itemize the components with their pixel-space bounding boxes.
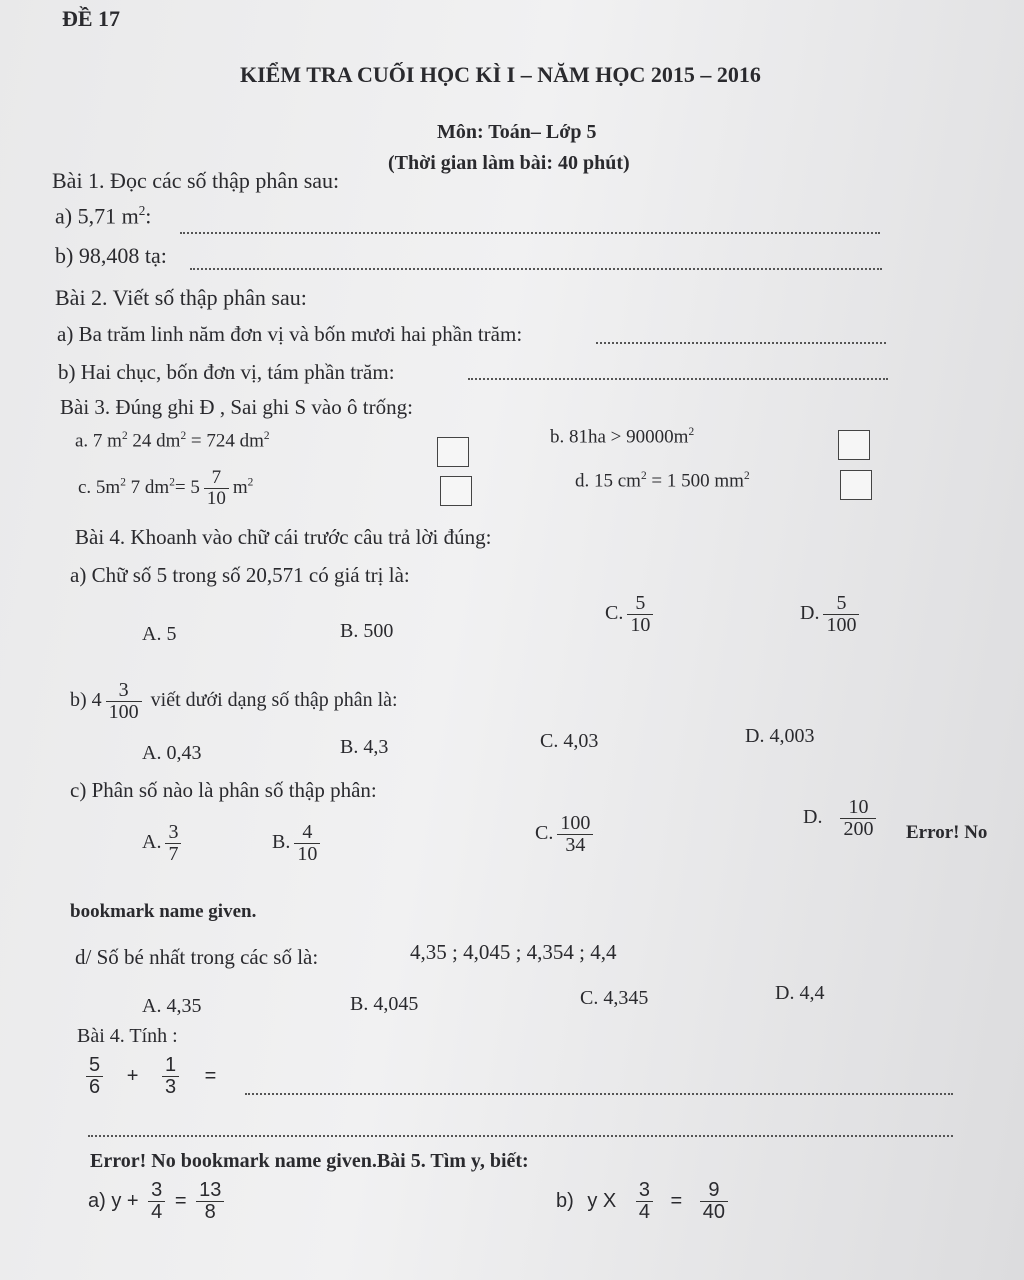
bai5-a: a) y + $\frac{3}{4}$ = $\frac{13}{8}$ [88,1180,228,1223]
answer-box-d[interactable] [840,470,872,500]
bai1-b: b) 98,408 tạ: [55,243,167,268]
bai1-a: a) 5,71 $m^2$: [55,203,152,229]
bai3-d: d. 15 $cm^2 = 1$ 500 $mm^2$ [575,470,750,492]
option-a[interactable]: A. 5 [142,623,177,645]
bai3-c: c. $5m^2$ 7 $dm^2= 5$ $\frac{7}{10}$ $m^2$ [78,467,254,509]
answer-line [88,1135,953,1137]
option-c[interactable]: C. 4,03 [540,730,599,752]
option-a[interactable]: A. 4,35 [142,995,202,1017]
option-d[interactable]: D. 4,4 [775,982,825,1004]
bai1-heading: Bài 1. Đọc các số thập phân sau: [52,168,340,193]
answer-box-c[interactable] [440,476,472,506]
option-c[interactable]: C. $\frac{5}{10}$ [605,593,657,636]
bai2-heading: Bài 2. Viết số thập phân sau: [55,285,307,310]
option-a[interactable]: A. 0,43 [142,742,202,764]
option-d[interactable]: D. 4,003 [745,725,815,747]
error-text-2: bookmark name given. [70,901,257,922]
bai4-a-question: a) Chữ số 5 trong số 20,571 có giá trị là: [70,563,410,587]
answer-line [468,378,888,380]
option-c[interactable]: C. $\frac{100}{34}$ [535,813,597,856]
error-text-1: Error! No [906,822,988,843]
exam-time: (Thời gian làm bài: 40 phút) [388,152,630,174]
exam-title: KIỂM TRA CUỐI HỌC KÌ I – NĂM HỌC 2015 – 2016 [240,62,761,87]
bai2-a: a) Ba trăm linh năm đơn vị và bốn mươi hai phần trăm: [57,322,523,346]
option-b[interactable]: B. 500 [340,620,394,642]
option-b[interactable]: B. 4,045 [350,993,419,1015]
bai4-b-question: b) 4 $\frac{3}{100}$ viết dưới dạng số thập phân là: [70,679,398,723]
bai4-d-question: d/ Số bé nhất trong các số là: [75,945,319,969]
exam-subject: Môn: Toán– Lớp 5 [437,121,597,143]
option-b[interactable]: B. $\frac{4}{10}$ [272,822,324,865]
bai4-tinh-heading: Bài 4. Tính : [77,1025,178,1047]
bai3-heading: Bài 3. Đúng ghi Đ , Sai ghi S vào ô trống: [60,395,413,419]
option-b[interactable]: B. 4,3 [340,736,389,758]
bai3-b: b. $81ha > 90000m^2$ [550,426,695,448]
answer-line [245,1093,953,1095]
answer-line [596,342,886,344]
option-c[interactable]: C. 4,345 [580,987,649,1009]
bai3-a: a. 7 $m^2$ 24 $dm^2 = 724$ $dm^2$ [75,430,270,452]
exam-number: ĐỀ 17 [62,6,121,31]
answer-line [190,268,882,270]
bai5-b: b) y X $\frac{3}{4}$ = $\frac{9}{40}$ [556,1180,732,1223]
answer-box-b[interactable] [838,430,870,460]
bai4-tinh-expression: $\frac{5}{6}$ + $\frac{1}{3}$ = [82,1055,216,1098]
option-a[interactable]: A. $\frac{3}{7}$ [142,822,185,865]
option-d[interactable]: D. $\frac{10}{200}$ [803,797,880,840]
bai4-c-question: c) Phân số nào là phân số thập phân: [70,778,377,802]
bai5-heading: Error! No bookmark name given.Bài 5. Tìm y, biết: [90,1150,529,1172]
option-d[interactable]: D. $\frac{5}{100}$ [800,593,863,636]
bai4-d-numbers: 4,35 ; 4,045 ; 4,354 ; 4,4 [410,940,617,964]
bai2-b: b) Hai chục, bốn đơn vị, tám phần trăm: [58,360,395,384]
answer-line [180,232,880,234]
bai4-heading: Bài 4. Khoanh vào chữ cái trước câu trả lời đúng: [75,525,492,549]
answer-box-a[interactable] [437,437,469,467]
